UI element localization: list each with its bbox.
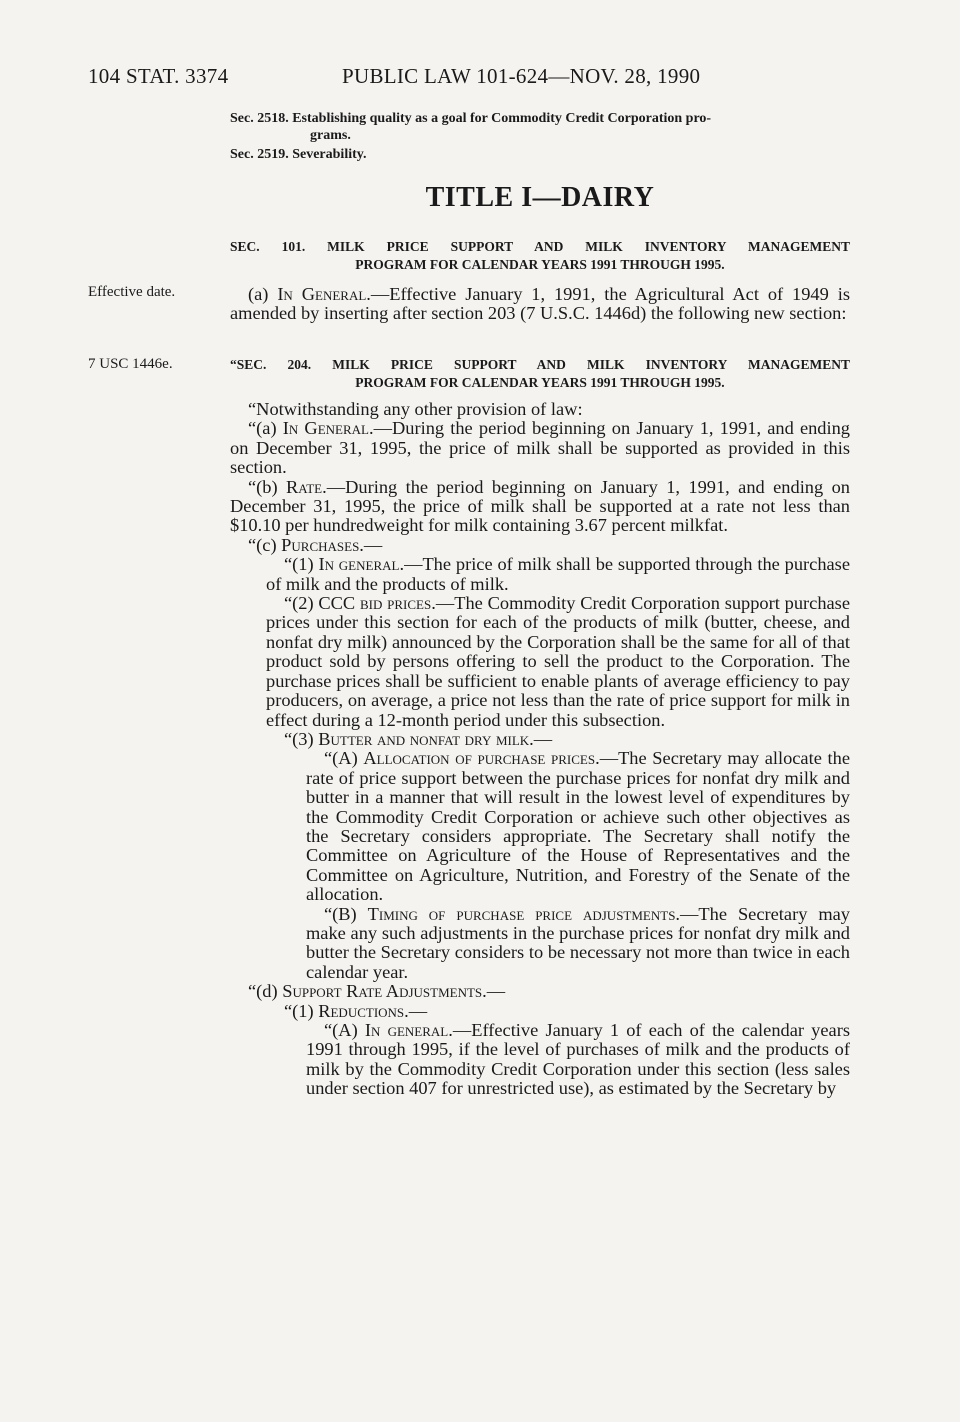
subsection-d: “(d) Support Rate Adjustments.— (248, 981, 506, 1002)
section-101-heading-line2: PROGRAM FOR CALENDAR YEARS 1991 THROUGH 1995. (355, 257, 725, 272)
section-101-heading (230, 238, 850, 274)
paragraph-c3A: “(A) Allocation of purchase prices.—The Secretary may allocate the rate of price support between the purchase prices for nonfat dry milk and butter in a manner that will result in the lowest level of expenditures by the Commodity Credit Corporation or achieve such other objectives as the Secretary considers appropriate. The Secretary shall notify the Committee on Agriculture of the House of Representatives and the Committee on Agriculture, Nutrition, and Forestry of the Senate of the allocation. (306, 748, 850, 905)
paragraph-c2: “(2) CCC bid prices.—The Commodity Credit Corporation support purchase prices under this section for each of the products of milk (butter, cheese, and nonfat dry milk) announced by the Corporation shall be the same for all of that product sold by persons offering to sell the product to the Corporation. The purchase prices shall be sufficient to enable plants of average efficiency to pay producers, on average, a price not less than the rate of price support for milk in effect during a 12-month period under this subsection. (266, 593, 851, 730)
section-204-heading-line1: “SEC. 204. MILK PRICE SUPPORT AND MILK INVENTORY MANAGEMENT (230, 357, 850, 372)
toc-entry-2518 (230, 110, 850, 144)
margin-note-usc: 7 USC 1446e. (88, 356, 173, 372)
statute-page-number: 104 STAT. 3374 (88, 64, 229, 88)
notwithstanding-line: “Notwithstanding any other provision of law: (248, 399, 583, 419)
paragraph-d1: “(1) Reductions.— (284, 1000, 428, 1021)
paragraph-d1A: “(A) In general.—Effective January 1 of each of the calendar years 1991 through 1995, if the level of purchases of milk and the products of milk by the Commodity Credit Corporation under this section (less sales under section 407 for unrestricted use), as estimated by the Secretary by (306, 1020, 850, 1099)
paragraph-c1: “(1) In general.—The price of milk shall be supported through the purchase of milk and the products of milk. (266, 554, 850, 594)
section-204-heading (230, 356, 850, 392)
running-header: PUBLIC LAW 101-624—NOV. 28, 1990 (342, 64, 701, 88)
subsection-b: “(b) Rate.—During the period beginning on January 1, 1991, and ending on December 31, 1995, the price of milk shall be supported at a rate not less than $10.10 per hundredweight for milk containing 3.67 percent milkfat. (230, 476, 850, 536)
section-204-body (230, 400, 850, 1099)
toc-entry-2518-line2: grams. (310, 128, 351, 143)
paragraph-c3B: “(B) Timing of purchase price adjustments.—The Secretary may make any such adjustments in the purchase prices for nonfat dry milk and butter the Secretary considers to be necessary not more than twice in each calendar year. (306, 903, 850, 982)
margin-note-effective-date: Effective date. (88, 284, 176, 300)
toc-entry-2519: Sec. 2519. Severability. (230, 147, 367, 162)
section-101-heading-line1: SEC. 101. MILK PRICE SUPPORT AND MILK INVENTORY MANAGEMENT (230, 239, 850, 254)
paragraph-c3: “(3) Butter and nonfat dry milk.— (284, 728, 553, 749)
paragraph-a-general: (a) In General.—Effective January 1, 1991, the Agricultural Act of 1949 is amended by inserting after section 203 (7 U.S.C. 1446d) the following new section: (230, 284, 850, 324)
section-204-heading-line2: PROGRAM FOR CALENDAR YEARS 1991 THROUGH 1995. (355, 375, 725, 390)
title-heading: TITLE I—DAIRY (425, 182, 655, 213)
subsection-c: “(c) Purchases.— (248, 534, 383, 555)
subsection-a: “(a) In General.—During the period beginning on January 1, 1991, and ending on December 31, 1995, the price of milk shall be supported as provided in this section. (230, 418, 850, 478)
toc-entry-2518-line1: Sec. 2518. Establishing quality as a goal for Commodity Credit Corporation pro- (230, 111, 712, 126)
